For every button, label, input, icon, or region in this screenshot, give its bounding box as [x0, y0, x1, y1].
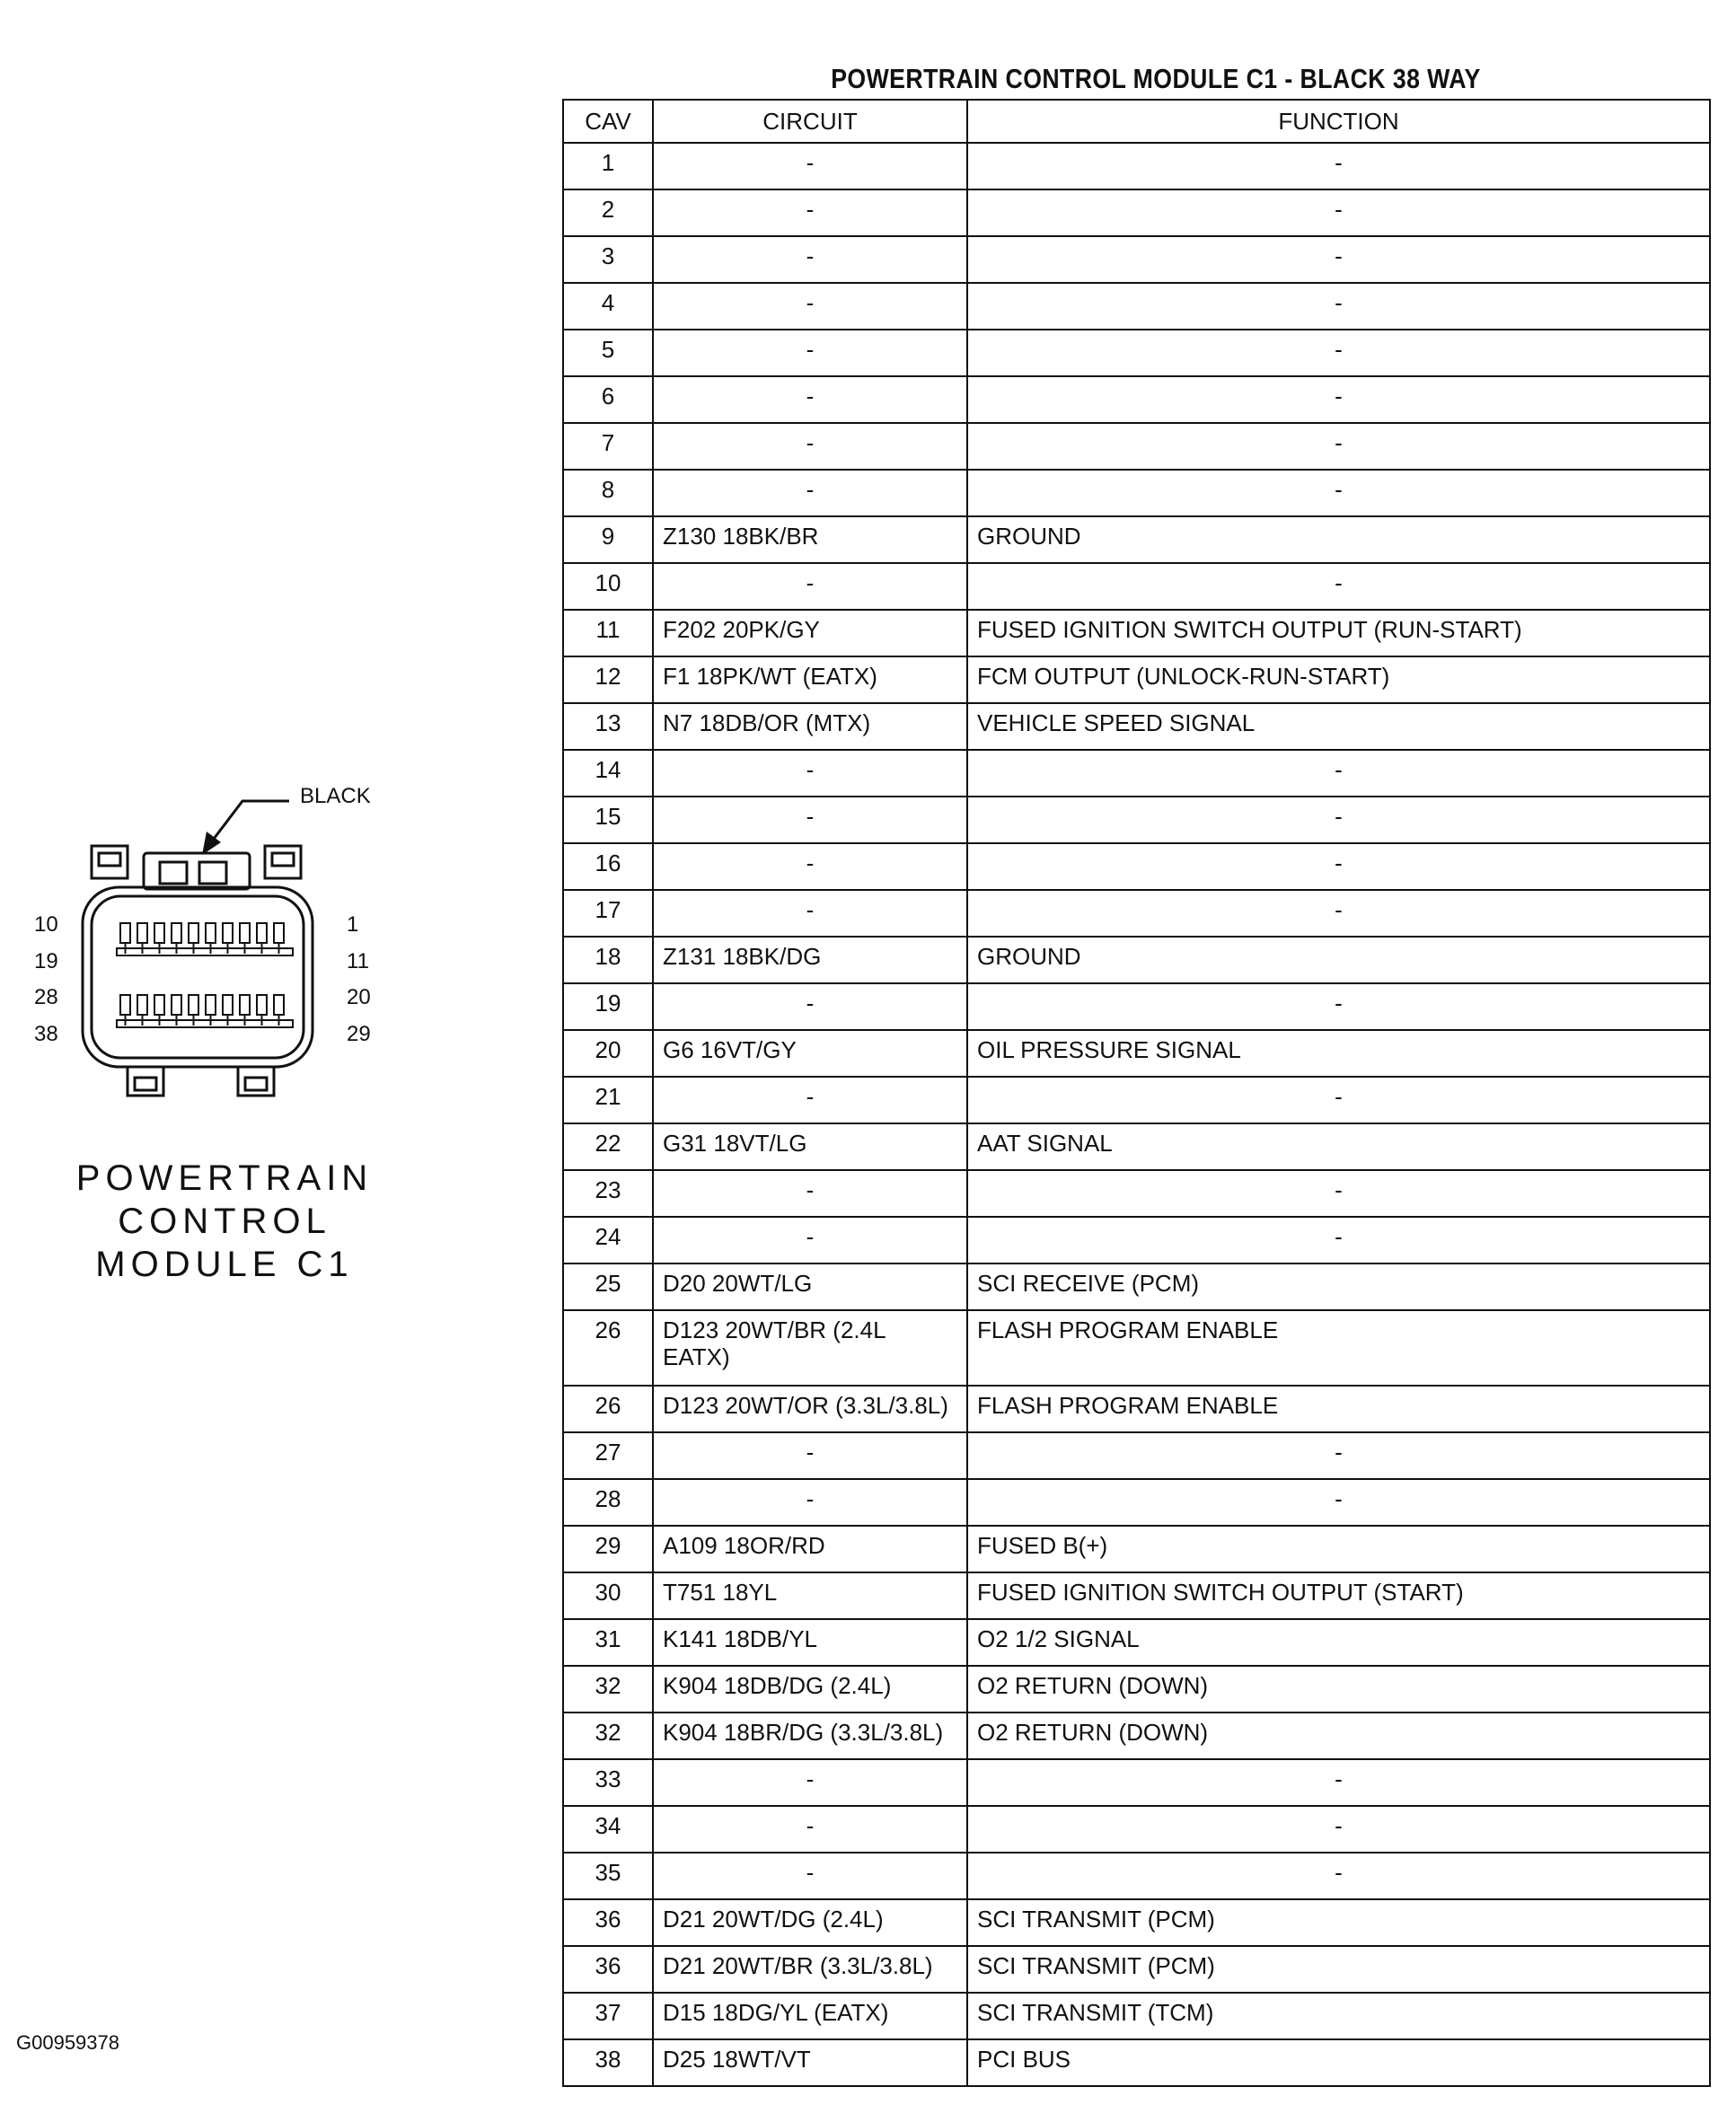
- table-row: [563, 1572, 1710, 1619]
- function-cell: -: [967, 1479, 1710, 1526]
- circuit-cell: G6 16VT/GY: [653, 1030, 967, 1077]
- table-row: [563, 1386, 1710, 1432]
- table-row: [563, 423, 1710, 470]
- circuit-cell: T751 18YL: [653, 1572, 967, 1619]
- cav-cell: 29: [563, 1526, 653, 1572]
- circuit-cell: D123 20WT/BR (2.4L EATX): [653, 1310, 967, 1386]
- cav-cell: 33: [563, 1759, 653, 1806]
- table-header-row: [563, 100, 1710, 143]
- connector-pin: [223, 995, 233, 1015]
- table-row: [563, 1853, 1710, 1899]
- table-row: [563, 1123, 1710, 1170]
- circuit-cell: -: [653, 1853, 967, 1899]
- connector-pin: [257, 923, 267, 943]
- table-row: [563, 470, 1710, 516]
- cav-cell: 38: [563, 2039, 653, 2086]
- connector-pin: [257, 995, 267, 1015]
- function-cell: -: [967, 1759, 1710, 1806]
- table-row: [563, 143, 1710, 189]
- connector-pin: [154, 923, 164, 943]
- circuit-cell: -: [653, 1170, 967, 1217]
- function-cell: FLASH PROGRAM ENABLE: [967, 1310, 1710, 1386]
- circuit-cell: D25 18WT/VT: [653, 2039, 967, 2086]
- table-row: [563, 937, 1710, 983]
- circuit-cell: -: [653, 1432, 967, 1479]
- connector-pin: [137, 995, 147, 1015]
- table-row: [563, 1526, 1710, 1572]
- circuit-cell: Z130 18BK/BR: [653, 516, 967, 563]
- table-row: [563, 189, 1710, 236]
- table-row: [563, 283, 1710, 330]
- cav-cell: 36: [563, 1899, 653, 1946]
- table-row: [563, 703, 1710, 750]
- cav-cell: 5: [563, 330, 653, 376]
- table-row: [563, 236, 1710, 283]
- cav-cell: 7: [563, 423, 653, 470]
- function-cell: -: [967, 1432, 1710, 1479]
- pin-label-right-row1: 1: [347, 912, 359, 937]
- cav-cell: 6: [563, 376, 653, 423]
- function-cell: -: [967, 423, 1710, 470]
- cav-cell: 18: [563, 937, 653, 983]
- table-row: [563, 1759, 1710, 1806]
- circuit-cell: D20 20WT/LG: [653, 1264, 967, 1310]
- circuit-cell: -: [653, 376, 967, 423]
- function-cell: O2 RETURN (DOWN): [967, 1713, 1710, 1759]
- circuit-cell: -: [653, 983, 967, 1030]
- cav-cell: 32: [563, 1713, 653, 1759]
- function-cell: -: [967, 236, 1710, 283]
- circuit-cell: -: [653, 1479, 967, 1526]
- cav-cell: 4: [563, 283, 653, 330]
- pin-label-right-row3: 20: [347, 985, 371, 1009]
- function-cell: -: [967, 1170, 1710, 1217]
- table-row: [563, 1993, 1710, 2039]
- connector-pin: [240, 923, 250, 943]
- cav-cell: 20: [563, 1030, 653, 1077]
- connector-pin: [154, 995, 164, 1015]
- column-header-cav: CAV: [563, 100, 653, 143]
- function-cell: SCI TRANSMIT (TCM): [967, 1993, 1710, 2039]
- connector-pin: [274, 923, 284, 943]
- function-cell: -: [967, 1217, 1710, 1264]
- table-row: [563, 1030, 1710, 1077]
- table-row: [563, 330, 1710, 376]
- connector-pin: [274, 995, 284, 1015]
- pin-label-left-row2: 19: [34, 949, 58, 973]
- function-cell: -: [967, 890, 1710, 937]
- table-row: [563, 843, 1710, 890]
- connector-pin: [206, 923, 216, 943]
- pin-label-left-row3: 28: [34, 985, 58, 1009]
- table-row: [563, 563, 1710, 610]
- cav-cell: 26: [563, 1386, 653, 1432]
- pin-label-right-row2: 11: [347, 949, 369, 973]
- circuit-cell: -: [653, 330, 967, 376]
- table-body: [563, 143, 1710, 2086]
- cav-cell: 25: [563, 1264, 653, 1310]
- circuit-cell: -: [653, 189, 967, 236]
- table-row: [563, 1310, 1710, 1386]
- function-cell: -: [967, 563, 1710, 610]
- table-row: [563, 1946, 1710, 1993]
- table-row: [563, 890, 1710, 937]
- cav-cell: 37: [563, 1993, 653, 2039]
- connector-pin: [172, 995, 181, 1015]
- circuit-cell: F1 18PK/WT (EATX): [653, 656, 967, 703]
- figure-id: G00959378: [16, 2031, 119, 2054]
- pin-label-right-row4: 29: [347, 1022, 371, 1046]
- function-cell: -: [967, 283, 1710, 330]
- table-row: [563, 656, 1710, 703]
- cav-cell: 24: [563, 1217, 653, 1264]
- table-row: [563, 1077, 1710, 1123]
- circuit-cell: -: [653, 423, 967, 470]
- circuit-cell: G31 18VT/LG: [653, 1123, 967, 1170]
- cav-cell: 22: [563, 1123, 653, 1170]
- table-title: POWERTRAIN CONTROL MODULE C1 - BLACK 38 WAY: [831, 63, 1481, 94]
- table-row: [563, 516, 1710, 563]
- table-row: [563, 1806, 1710, 1853]
- cav-cell: 16: [563, 843, 653, 890]
- cav-cell: 10: [563, 563, 653, 610]
- table-row: [563, 983, 1710, 1030]
- function-cell: O2 1/2 SIGNAL: [967, 1619, 1710, 1666]
- cav-cell: 11: [563, 610, 653, 656]
- cav-cell: 19: [563, 983, 653, 1030]
- table-row: [563, 1432, 1710, 1479]
- cav-cell: 3: [563, 236, 653, 283]
- cav-cell: 31: [563, 1619, 653, 1666]
- caption-line: MODULE C1: [95, 1245, 354, 1284]
- connector-diagram: [54, 772, 395, 1131]
- caption-line: CONTROL: [118, 1202, 331, 1241]
- cav-cell: 36: [563, 1946, 653, 1993]
- connector-color-label: BLACK: [300, 784, 371, 808]
- function-cell: -: [967, 330, 1710, 376]
- cav-cell: 1: [563, 143, 653, 189]
- table-row: [563, 1899, 1710, 1946]
- function-cell: FUSED IGNITION SWITCH OUTPUT (START): [967, 1572, 1710, 1619]
- cav-cell: 23: [563, 1170, 653, 1217]
- function-cell: OIL PRESSURE SIGNAL: [967, 1030, 1710, 1077]
- table-row: [563, 376, 1710, 423]
- pin-grid: [117, 923, 293, 1027]
- function-cell: SCI TRANSMIT (PCM): [967, 1946, 1710, 1993]
- connector-caption: [63, 1157, 386, 1286]
- circuit-cell: -: [653, 843, 967, 890]
- circuit-cell: -: [653, 236, 967, 283]
- function-cell: -: [967, 1853, 1710, 1899]
- cav-cell: 34: [563, 1806, 653, 1853]
- connector-pin: [223, 923, 233, 943]
- connector-pin: [120, 923, 130, 943]
- circuit-cell: -: [653, 1806, 967, 1853]
- circuit-cell: -: [653, 283, 967, 330]
- cav-cell: 17: [563, 890, 653, 937]
- function-cell: -: [967, 750, 1710, 797]
- circuit-cell: -: [653, 890, 967, 937]
- function-cell: FUSED B(+): [967, 1526, 1710, 1572]
- cav-cell: 26: [563, 1310, 653, 1386]
- connector-pin: [206, 995, 216, 1015]
- function-cell: -: [967, 189, 1710, 236]
- function-cell: O2 RETURN (DOWN): [967, 1666, 1710, 1713]
- table-row: [563, 1479, 1710, 1526]
- connector-pin: [120, 995, 130, 1015]
- circuit-cell: K141 18DB/YL: [653, 1619, 967, 1666]
- table-row: [563, 1713, 1710, 1759]
- function-cell: VEHICLE SPEED SIGNAL: [967, 703, 1710, 750]
- table-row: [563, 1170, 1710, 1217]
- color-pointer-arrow: [211, 801, 289, 842]
- function-cell: -: [967, 797, 1710, 843]
- cav-cell: 35: [563, 1853, 653, 1899]
- function-cell: SCI TRANSMIT (PCM): [967, 1899, 1710, 1946]
- circuit-cell: D123 20WT/OR (3.3L/3.8L): [653, 1386, 967, 1432]
- function-cell: SCI RECEIVE (PCM): [967, 1264, 1710, 1310]
- table-row: [563, 1264, 1710, 1310]
- cav-cell: 2: [563, 189, 653, 236]
- table-row: [563, 1666, 1710, 1713]
- connector-pin: [137, 923, 147, 943]
- function-cell: GROUND: [967, 516, 1710, 563]
- connector-pin: [189, 923, 198, 943]
- cav-cell: 12: [563, 656, 653, 703]
- circuit-cell: -: [653, 143, 967, 189]
- circuit-cell: D21 20WT/DG (2.4L): [653, 1899, 967, 1946]
- function-cell: -: [967, 1806, 1710, 1853]
- cav-cell: 8: [563, 470, 653, 516]
- cav-cell: 13: [563, 703, 653, 750]
- connector-pin: [240, 995, 250, 1015]
- circuit-cell: A109 18OR/RD: [653, 1526, 967, 1572]
- circuit-cell: K904 18DB/DG (2.4L): [653, 1666, 967, 1713]
- function-cell: -: [967, 983, 1710, 1030]
- cav-cell: 15: [563, 797, 653, 843]
- function-cell: -: [967, 376, 1710, 423]
- function-cell: -: [967, 843, 1710, 890]
- connector-body: [83, 887, 313, 1067]
- circuit-cell: -: [653, 1759, 967, 1806]
- cav-cell: 21: [563, 1077, 653, 1123]
- table-row: [563, 797, 1710, 843]
- circuit-cell: -: [653, 797, 967, 843]
- table-row: [563, 610, 1710, 656]
- function-cell: GROUND: [967, 937, 1710, 983]
- function-cell: -: [967, 470, 1710, 516]
- pinout-table: [562, 99, 1711, 2087]
- connector-pin: [172, 923, 181, 943]
- circuit-cell: Z131 18BK/DG: [653, 937, 967, 983]
- circuit-cell: K904 18BR/DG (3.3L/3.8L): [653, 1713, 967, 1759]
- function-cell: -: [967, 1077, 1710, 1123]
- function-cell: FLASH PROGRAM ENABLE: [967, 1386, 1710, 1432]
- cav-cell: 9: [563, 516, 653, 563]
- circuit-cell: -: [653, 1217, 967, 1264]
- cav-cell: 28: [563, 1479, 653, 1526]
- circuit-cell: -: [653, 470, 967, 516]
- circuit-cell: -: [653, 563, 967, 610]
- column-header-function: FUNCTION: [967, 100, 1710, 143]
- caption-line: POWERTRAIN: [75, 1158, 374, 1198]
- function-cell: FCM OUTPUT (UNLOCK-RUN-START): [967, 656, 1710, 703]
- function-cell: PCI BUS: [967, 2039, 1710, 2086]
- circuit-cell: N7 18DB/OR (MTX): [653, 703, 967, 750]
- connector-pin: [189, 995, 198, 1015]
- cav-cell: 14: [563, 750, 653, 797]
- circuit-cell: F202 20PK/GY: [653, 610, 967, 656]
- cav-cell: 30: [563, 1572, 653, 1619]
- pin-label-left-row4: 38: [34, 1022, 58, 1046]
- cav-cell: 32: [563, 1666, 653, 1713]
- column-header-circuit: CIRCUIT: [653, 100, 967, 143]
- table-row: [563, 750, 1710, 797]
- pin-label-left-row1: 10: [34, 912, 58, 937]
- function-cell: FUSED IGNITION SWITCH OUTPUT (RUN-START): [967, 610, 1710, 656]
- circuit-cell: -: [653, 1077, 967, 1123]
- table-row: [563, 1217, 1710, 1264]
- circuit-cell: -: [653, 750, 967, 797]
- cav-cell: 27: [563, 1432, 653, 1479]
- table-row: [563, 2039, 1710, 2086]
- function-cell: AAT SIGNAL: [967, 1123, 1710, 1170]
- circuit-cell: D15 18DG/YL (EATX): [653, 1993, 967, 2039]
- circuit-cell: D21 20WT/BR (3.3L/3.8L): [653, 1946, 967, 1993]
- function-cell: -: [967, 143, 1710, 189]
- table-row: [563, 1619, 1710, 1666]
